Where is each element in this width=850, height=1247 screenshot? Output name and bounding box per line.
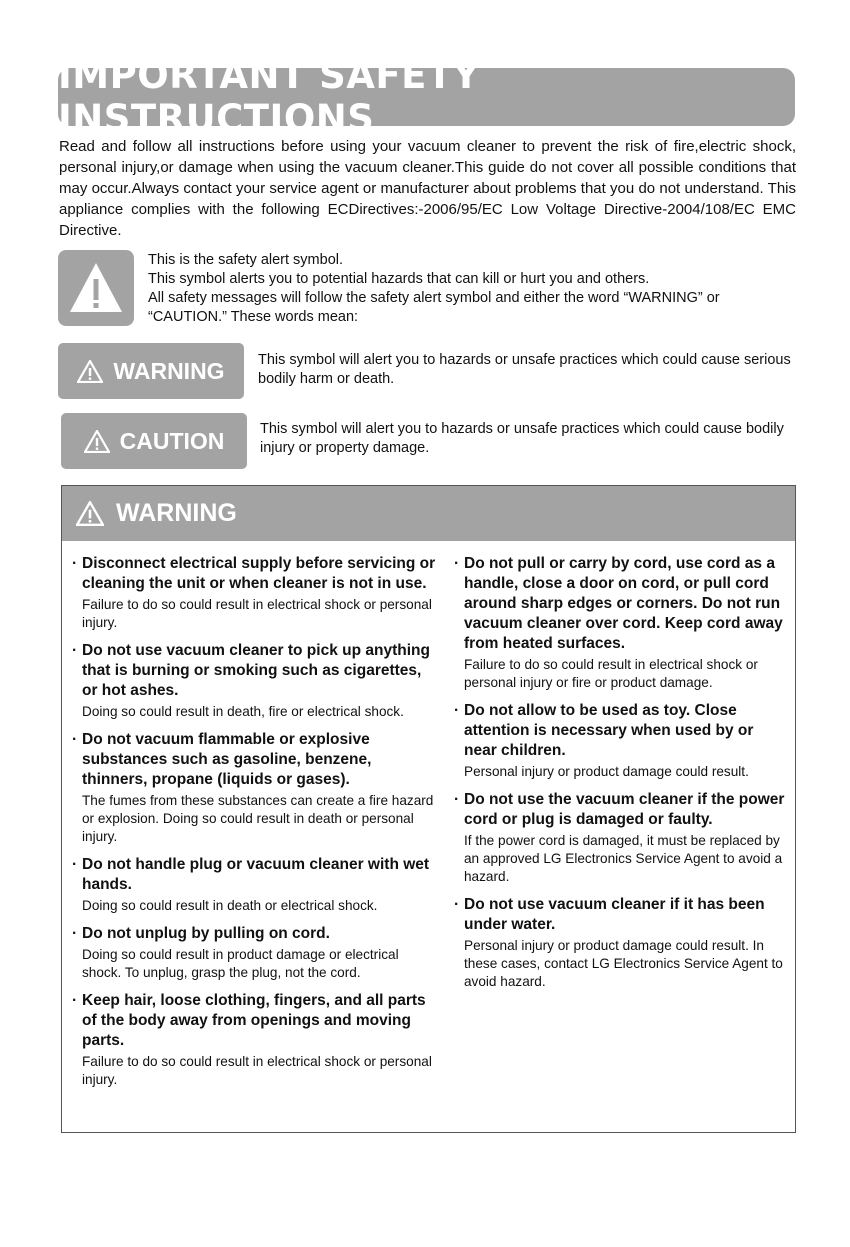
alert-line-3: All safety messages will follow the safety alert symbol and either the word “WARNING” or “CAUTION.” These words mean: <box>148 290 720 325</box>
caution-label-text: CAUTION <box>119 427 225 454</box>
list-item: · Disconnect electrical supply before servicing or cleaning the unit or when cleaner is not in use. Failure to do so could result in electrical shock or personal injury. <box>70 554 438 632</box>
alert-triangle-icon <box>76 501 104 526</box>
item-heading: Do not use the vacuum cleaner if the power cord or plug is damaged or faulty. <box>464 791 785 828</box>
caution-label-description: This symbol will alert you to hazards or unsafe practices which could cause bodily injury or property damage. <box>260 421 784 456</box>
item-body: Failure to do so could result in electrical shock or personal injury. <box>82 597 432 630</box>
intro-paragraph: Read and follow all instructions before using your vacuum cleaner to prevent the risk of fire,electric shock, personal injury,or damage when using the vacuum cleaner.This guide do not cover all possible conditions that may occur.Always contact your service agent or manufacturer about problems that you do not understand. This appliance complies with the following ECDirectives:-2006/95/EC Low Voltage Directive-2004/108/EC EMC Directive. <box>59 138 796 239</box>
warning-label-description: This symbol will alert you to hazards or unsafe practices which could cause serious bodily harm or death. <box>258 352 791 387</box>
item-heading: Keep hair, loose clothing, fingers, and all parts of the body away from openings and moving parts. <box>82 992 426 1049</box>
item-heading: Do not unplug by pulling on cord. <box>82 925 330 942</box>
item-body: Personal injury or product damage could result. <box>464 764 749 779</box>
list-item: · Do not unplug by pulling on cord. Doing so could result in product damage or electrical shock. To unplug, grasp the plug, not the cord. <box>70 924 438 982</box>
item-heading: Do not use vacuum cleaner to pick up anything that is burning or smoking such as cigarettes, or hot ashes. <box>82 642 430 699</box>
item-body: If the power cord is damaged, it must be replaced by an approved LG Electronics Service Agent to avoid a hazard. <box>464 833 783 884</box>
item-heading: Do not vacuum flammable or explosive substances such as gasoline, benzene, thinners, propane (liquids or gases). <box>82 731 372 788</box>
item-body: Doing so could result in product damage or electrical shock. To unplug, grasp the plug, not the cord. <box>82 947 399 980</box>
alert-triangle-icon <box>77 360 103 383</box>
list-item: · Do not handle plug or vacuum cleaner with wet hands. Doing so could result in death or electrical shock. <box>70 855 438 915</box>
item-heading: Do not use vacuum cleaner if it has been under water. <box>464 896 765 933</box>
item-body: Doing so could result in death or electrical shock. <box>82 898 378 913</box>
alert-symbol-description <box>148 251 798 327</box>
list-item: · Do not use the vacuum cleaner if the power cord or plug is damaged or faulty. If the power cord is damaged, it must be replaced by an approved LG Electronics Service Agent to avoid a hazard. <box>452 790 787 886</box>
safety-alert-symbol <box>58 250 134 326</box>
list-item: · Keep hair, loose clothing, fingers, and all parts of the body away from openings and moving parts. Failure to do so could result in electrical shock or personal injury. <box>70 991 438 1089</box>
alert-triangle-icon <box>84 430 110 453</box>
warning-left-column <box>70 554 438 1098</box>
alert-line-2: This symbol alerts you to potential hazards that can kill or hurt you and others. <box>148 271 650 287</box>
page-title: IMPORTANT SAFETY INSTRUCTIONS <box>58 54 480 140</box>
list-item: · Do not vacuum flammable or explosive substances such as gasoline, benzene, thinners, propane (liquids or gases). The fumes from these substances can create a fire hazard or explosion. Doing so could result in death or personal injury. <box>70 730 438 846</box>
warning-label-text: WARNING <box>113 357 225 384</box>
item-heading: Do not handle plug or vacuum cleaner with wet hands. <box>82 856 430 893</box>
list-item: · Do not pull or carry by cord, use cord as a handle, close a door on cord, or pull cord around sharp edges or corners. Do not run vacuum cleaner over cord. Keep cord away from heated surfaces. Failure to do so could result in electrical shock or personal injury or fire or product damage. <box>452 554 787 692</box>
list-item: · Do not allow to be used as toy. Close attention is necessary when used by or near children. Personal injury or product damage could result. <box>452 701 787 781</box>
item-body: Failure to do so could result in electrical shock or personal injury. <box>82 1054 432 1087</box>
item-body: The fumes from these substances can create a fire hazard or explosion. Doing so could result in death or personal injury. <box>82 793 434 844</box>
warning-right-column <box>452 554 787 1000</box>
item-body: Failure to do so could result in electrical shock or personal injury or fire or product damage. <box>464 657 758 690</box>
item-body: Personal injury or product damage could result. In these cases, contact LG Electronics Service Agent to avoid hazard. <box>464 938 783 989</box>
caution-label-box <box>61 413 247 469</box>
item-heading: Disconnect electrical supply before servicing or cleaning the unit or when cleaner is not in use. <box>82 555 436 592</box>
warning-label-box <box>58 343 244 399</box>
item-body: Doing so could result in death, fire or electrical shock. <box>82 704 404 719</box>
item-heading: Do not pull or carry by cord, use cord as a handle, close a door on cord, or pull cord around sharp edges or corners. Do not run vacuum cleaner over cord. Keep cord away from heated surfaces. <box>464 555 783 652</box>
item-heading: Do not allow to be used as toy. Close attention is necessary when used by or near children. <box>464 702 754 759</box>
warning-panel-title: WARNING <box>116 499 237 527</box>
warning-panel <box>61 485 796 1133</box>
alert-line-1: This is the safety alert symbol. <box>148 252 344 268</box>
alert-triangle-icon <box>68 260 124 316</box>
warning-panel-header <box>62 486 795 541</box>
list-item: · Do not use vacuum cleaner if it has been under water. Personal injury or product damage could result. In these cases, contact LG Electronics Service Agent to avoid hazard. <box>452 895 787 991</box>
list-item: · Do not use vacuum cleaner to pick up anything that is burning or smoking such as cigarettes, or hot ashes. Doing so could result in death, fire or electrical shock. <box>70 641 438 721</box>
title-banner <box>58 54 795 140</box>
